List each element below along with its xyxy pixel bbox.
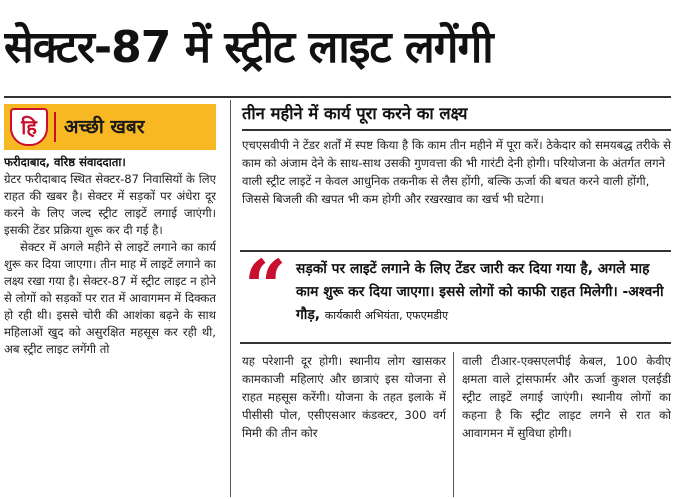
left-paragraph-2: सेक्टर में अगले महीने से लाइटें लगाने का कार्य शुरू कर दिया जाएगा। तीन माह में लाइटें लगाने का लक्ष्य रखा गया है। सेक्टर-87 में स्ट्रीट लाइट न होने से लोगों को सड़कों पर रात में आवागमन में दिक्कत हो रही थी। इससे चोरी की आशंका बढ़ने के साथ महिलाओं खुद को असुरक्षित महसूस कर रही थी, अब स्ट्रीट लाइट लगेंगी तो: [4, 240, 216, 356]
badge-label: अच्छी खबर: [64, 116, 145, 138]
headline-rule: [4, 96, 671, 98]
left-column: [4, 154, 216, 497]
headline: सेक्टर-87 में स्ट्रीट लाइट लगेंगी: [4, 22, 493, 73]
column-divider-left: [230, 100, 231, 497]
column-three-text: वाली टीआर-एक्सएलपीई केबल, 100 केवीए क्षमता वाले ट्रांसफार्मर और ऊर्जा कुशल एलईडी स्ट्रीट लाइटें लगाई जाएंगी। स्थानीय लोगों का कहना है कि स्ट्रीट लाइट लगने से रात को आवागमन में सुविधा होगी।: [462, 354, 671, 440]
dateline: फरीदाबाद, वरिष्ठ संवाददाता।: [4, 155, 126, 169]
quote-box: [240, 245, 671, 344]
quote-author: -अश्वनी गौड़,: [296, 284, 664, 323]
column-two: [242, 352, 446, 497]
column-two-text: यह परेशानी दूर होगी। स्थानीय लोग खासकर कामकाजी महिलाएं और छात्राएं इस योजना से राहत महसूस करेंगी। योजना के तहत इलाके में पीसीसी पोल, एसीएसआर कंडक्टर, 300 वर्ग मिमी की तीन कोर: [242, 354, 446, 440]
section-paragraph: एचएसवीपी ने टेंडर शर्तों में स्पष्ट किया है कि काम तीन महीने में पूरा करें। ठेकेदार को समयबद्ध तरीके से काम को अंजाम देने के साथ-साथ उसकी गुणवत्ता की भी गारंटी देनी होगी। परियोजना के अंतर्गत लगने वाली स्ट्रीट लाइटें न केवल आधुनिक तकनीक से लैस होंगी, बल्कि ऊर्जा की बचत करने वाली होंगी, जिससे बिजली की खपत भी कम होगी और रखरखाव का खर्च भी घटेगा।: [242, 138, 671, 206]
subheading-rule: [242, 129, 671, 131]
section-subheading: तीन महीने में कार्य पूरा करने का लक्ष्य: [242, 104, 468, 123]
quote-mark-icon: “: [244, 245, 287, 331]
column-three: [462, 352, 671, 497]
good-news-badge: [4, 104, 216, 150]
badge-divider: [54, 112, 56, 142]
section-paragraph-block: [242, 136, 671, 244]
column-divider-right: [453, 352, 454, 497]
quote-author-role: कार्यकारी अभियंता, एफएमडीए: [324, 309, 449, 322]
left-paragraph-1: ग्रेटर फरीदाबाद स्थित सेक्टर-87 निवासियों के लिए राहत की खबर है। सेक्टर में सड़कों पर अंधेरा दूर करने के लिए जल्द स्ट्रीट लाइटें लगाई जाएंगी। इसकी टेंडर प्रक्रिया शुरू कर दी गई है।: [4, 172, 216, 237]
hindustan-logo-icon: हि: [10, 108, 48, 146]
quote-body: [296, 258, 668, 327]
quote-text: सड़कों पर लाइटें लगाने के लिए टेंडर जारी कर दिया गया है, अगले माह काम शुरू कर दिया जाएगा। इससे लोगों को काफी राहत मिलेगी।: [296, 261, 650, 300]
